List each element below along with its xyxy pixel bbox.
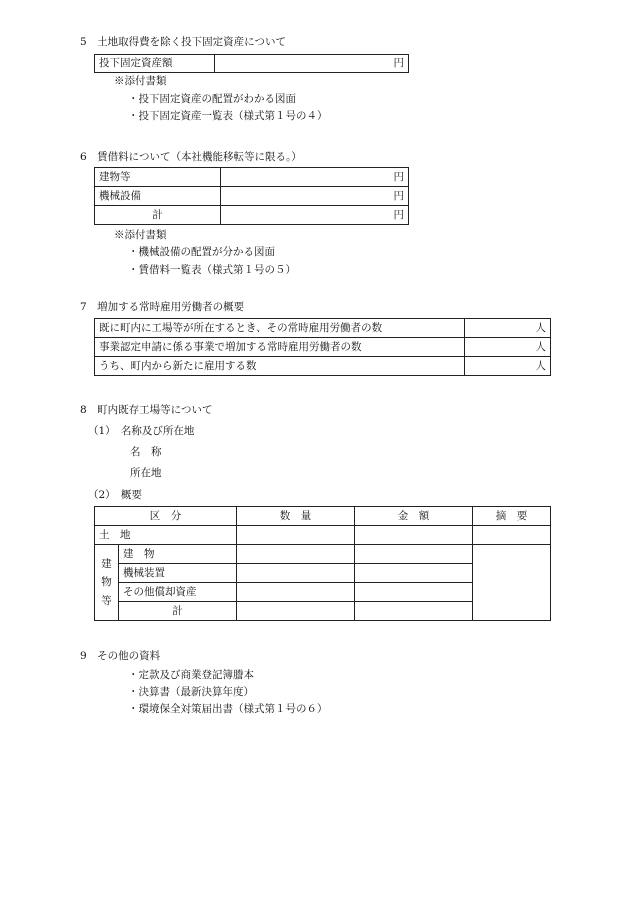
section-5-heading: 5 土地取得費を除く投下固定資産について [80, 36, 286, 48]
facility-name-label: 名 称 [130, 446, 162, 458]
section-5-attach-item: ・投下固定資産の配置がわかる図面 [128, 93, 296, 105]
section-6-attach-item: ・機械設備の配置が分かる図面 [128, 246, 275, 258]
land-amount-cell[interactable] [355, 526, 473, 545]
subtotal-quantity-cell[interactable] [237, 602, 355, 621]
section-6-table [94, 167, 409, 225]
section-8-sub2: （2） 概要 [88, 489, 142, 501]
row-machinery-label: 機械装置 [119, 564, 237, 583]
row-building-label: 建 物 [119, 545, 237, 564]
section-6-attach-item: ・賃借料一覧表（様式第１号の５） [128, 264, 296, 276]
land-quantity-cell[interactable] [237, 526, 355, 545]
rent-machine-label: 機械設備 [95, 187, 221, 206]
other-assets-quantity-cell[interactable] [237, 583, 355, 602]
section-6-heading: 6 賃借料について（本社機能移転等に限る。） [80, 151, 302, 163]
fixed-asset-amount[interactable]: 円 [215, 55, 409, 73]
other-doc-item: ・環境保全対策届出書（様式第１号の６） [128, 703, 328, 715]
existing-workers-label: 既に町内に工場等が所在するとき、その常時雇用労働者の数 [95, 319, 465, 338]
section-7-heading: 7 増加する常時雇用労働者の概要 [80, 301, 245, 313]
other-doc-item: ・決算書（最新決算年度） [128, 686, 254, 698]
rent-total-amount[interactable]: 円 [221, 206, 409, 225]
other-assets-amount-cell[interactable] [355, 583, 473, 602]
building-amount-cell[interactable] [355, 545, 473, 564]
subtotal-amount-cell[interactable] [355, 602, 473, 621]
fixed-asset-label: 投下固定資産額 [95, 55, 215, 73]
existing-workers-count[interactable]: 人 [465, 319, 551, 338]
section-9-heading: 9 その他の資料 [80, 650, 161, 662]
section-5-attach-title: ※添付書類 [114, 75, 167, 87]
increase-workers-label: 事業認定申請に係る事業で増加する常時雇用労働者の数 [95, 338, 465, 357]
section-7-table [94, 318, 551, 376]
row-other-assets-label: その他償却資産 [119, 583, 237, 602]
rent-building-amount[interactable]: 円 [221, 168, 409, 187]
rent-machine-amount[interactable]: 円 [221, 187, 409, 206]
local-hire-label: うち、町内から新たに雇用する数 [95, 357, 465, 376]
overview-table [94, 506, 551, 621]
other-doc-item: ・定款及び商業登記簿謄本 [128, 669, 254, 681]
section-5-table [94, 54, 409, 73]
header-quantity: 数 量 [237, 507, 355, 526]
row-subtotal-label: 計 [119, 602, 237, 621]
header-category: 区 分 [95, 507, 237, 526]
section-6-attach-title: ※添付書類 [114, 229, 167, 241]
building-quantity-cell[interactable] [237, 545, 355, 564]
local-hire-count[interactable]: 人 [465, 357, 551, 376]
section-8-heading: 8 町内既存工場等について [80, 404, 213, 416]
rent-total-label: 計 [95, 206, 221, 225]
row-land-label: 土 地 [95, 526, 237, 545]
rent-building-label: 建物等 [95, 168, 221, 187]
increase-workers-count[interactable]: 人 [465, 338, 551, 357]
machinery-quantity-cell[interactable] [237, 564, 355, 583]
group-buildings-label: 建 物 等 [95, 545, 119, 621]
header-amount: 金 額 [355, 507, 473, 526]
facility-address-label: 所在地 [130, 467, 162, 479]
section-5-attach-item: ・投下固定資産一覧表（様式第１号の４） [128, 110, 328, 122]
land-remarks-cell[interactable] [473, 526, 551, 545]
machinery-amount-cell[interactable] [355, 564, 473, 583]
section-8-sub1: （1） 名称及び所在地 [88, 425, 195, 437]
header-remarks: 摘 要 [473, 507, 551, 526]
group-remarks-cell[interactable] [473, 545, 551, 621]
